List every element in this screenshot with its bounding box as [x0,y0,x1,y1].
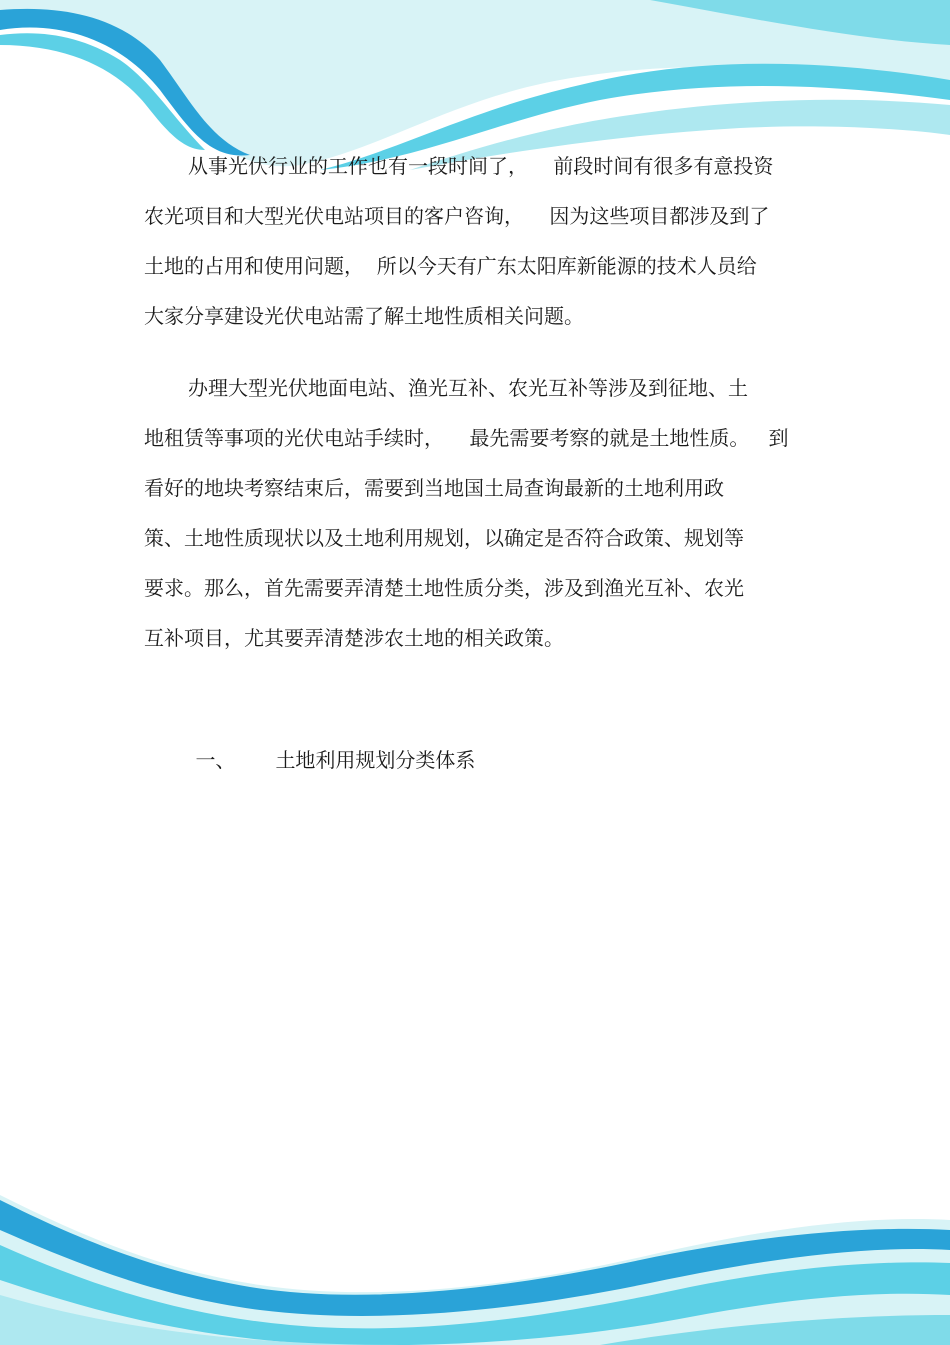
text-line: 策、土地性质现状以及土地利用规划，以确定是否符合政策、规划等 [144,526,744,550]
paragraph-spacer [144,341,834,363]
section-title: 土地利用规划分类体系 [275,748,476,772]
text-line: 办理大型光伏地面电站、渔光互补、农光互补等涉及到征地、土 [188,376,748,400]
text-line: 大家分享建设光伏电站需了解土地性质相关问题。 [144,304,584,328]
text-line: 农光项目和大型光伏电站项目的客户咨询， 因为这些项目都涉及到了 [144,204,770,228]
document-body [144,141,834,772]
paragraph-1 [144,141,834,341]
text-line: 土地的占用和使用问题， 所以今天有广东太阳库新能源的技术人员给 [144,254,757,278]
text-line: 从事光伏行业的工作也有一段时间了， 前段时间有很多有意投资 [188,154,774,178]
text-line: 地租赁等事项的光伏电站手续时， 最先需要考察的就是土地性质。 到 [144,426,789,450]
section-number: 一、 [195,748,236,772]
section-heading [144,685,834,772]
bottom-wave-decoration [0,1175,950,1345]
text-line: 要求。那么，首先需要弄清楚土地性质分类，涉及到渔光互补、农光 [144,576,744,600]
text-line: 看好的地块考察结束后，需要到当地国土局查询最新的土地利用政 [144,476,724,500]
text-line: 互补项目，尤其要弄清楚涉农土地的相关政策。 [144,626,564,650]
paragraph-2 [144,363,834,663]
